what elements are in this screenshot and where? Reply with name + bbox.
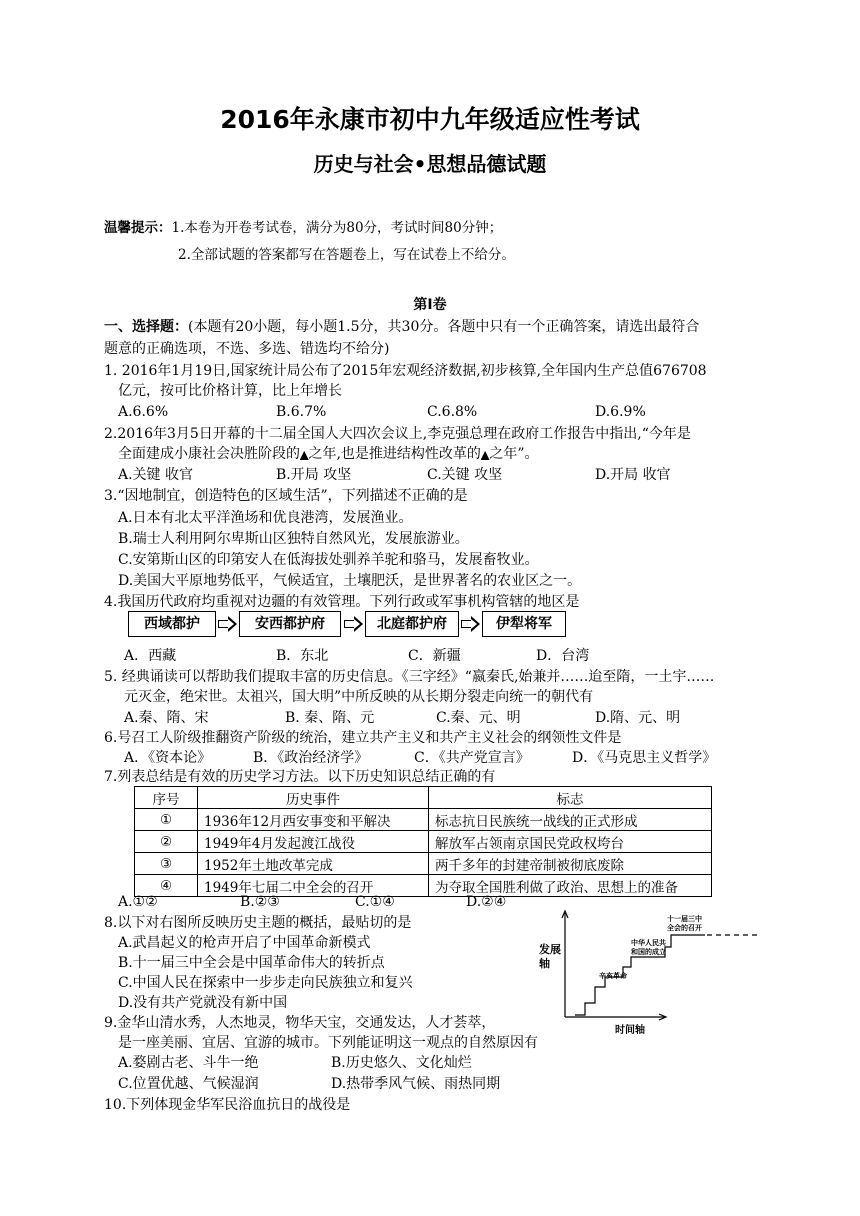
q1-option-c: C.6.8% xyxy=(427,404,478,420)
table-cell-event: 1949年七届二中全会的召开 xyxy=(198,875,429,897)
q2-stem-2b: 之年,也是推进结构性改革的 xyxy=(308,446,481,462)
q2-option-c: C.关键 攻坚 xyxy=(427,467,503,483)
q9-stem-1: 9.金华山清水秀，人杰地灵，物华天宝，交通发达，人才荟萃， xyxy=(104,1015,496,1031)
part1-instructions-1: (本题有20小题，每小题1.5分，共30分。各题中只有一个正确答案，请选出最符合 xyxy=(188,319,700,335)
q1-option-b: B.6.7% xyxy=(276,404,327,420)
flow-box-2: 安西都护府 xyxy=(239,611,341,637)
table-header-mark: 标志 xyxy=(429,787,712,809)
q2-blank-1: ▲ xyxy=(300,448,309,461)
q1-stem-1: 1. 2016年1月19日,国家统计局公布了2015年宏观经济数据,初步核算,全年国内生产总值676708 xyxy=(104,363,707,379)
q7-events-table xyxy=(134,786,712,897)
table-cell-event: 1949年4月发起渡江战役 xyxy=(198,831,429,853)
q4-stem: 4.我国历代政府均重视对边疆的有效管理。下列行政或军事机构管辖的地区是 xyxy=(104,594,580,610)
table-header-row xyxy=(135,787,712,809)
exam-title: 2016年永康市初中九年级适应性考试 xyxy=(220,105,640,134)
table-row xyxy=(135,875,712,897)
table-cell-mark: 解放军占领南京国民党政权垮台 xyxy=(429,831,712,853)
tips-block xyxy=(104,216,502,236)
figure-step3-label-2: 全会的召开 xyxy=(667,924,702,932)
q5-option-b: B. 秦、隋、元 xyxy=(285,710,375,726)
q9-option-a: A.婺剧古老、斗牛一绝 xyxy=(118,1055,259,1071)
q8-stem: 8.以下对右图所反映历史主题的概括，最贴切的是 xyxy=(104,915,412,931)
flow-box-3: 北庭都护府 xyxy=(365,611,459,637)
q2-option-d: D.开局 收官 xyxy=(595,467,671,483)
q6-stem: 6.号召工人阶级推翻资产阶级的统治，建立共产主义和共产主义社会的纲领性文件是 xyxy=(104,730,622,746)
tips-label: 温馨提示： xyxy=(104,220,172,236)
q2-blank-2: ▲ xyxy=(480,448,490,461)
q3-option-b: B.瑞士人利用阿尔卑斯山区独特自然风光，发展旅游业。 xyxy=(118,531,469,547)
table-header-number: 序号 xyxy=(135,787,198,809)
q5-option-d: D.隋、元、明 xyxy=(595,710,681,726)
table-cell-event: 1952年土地改革完成 xyxy=(198,853,429,875)
q6-option-a: A．《资本论》 xyxy=(124,750,212,766)
q8-option-d: D.没有共产党就没有新中国 xyxy=(118,995,288,1011)
table-row xyxy=(135,853,712,875)
q8-option-a: A.武昌起义的枪声开启了中国革命新模式 xyxy=(118,935,371,951)
q4-option-a: A．西藏 xyxy=(124,648,177,664)
q3-stem: 3.“因地制宜，创造特色的区域生活”，下列描述不正确的是 xyxy=(104,488,468,504)
part1-heading: 一、选择题： xyxy=(104,319,188,335)
q9-stem-2: 是一座美丽、宜居、宜游的城市。下列能证明这一观点的自然原因有 xyxy=(118,1035,538,1051)
q8-step-figure xyxy=(535,905,767,1035)
q8-option-b: B.十一届三中全会是中国革命伟大的转折点 xyxy=(118,955,385,971)
figure-step2-label-2: 和国的成立 xyxy=(631,948,666,956)
q2-stem-2a: 全面建成小康社会决胜阶段的 xyxy=(118,446,300,462)
flow-box-1: 西域都护 xyxy=(128,611,216,637)
table-cell-number: ④ xyxy=(135,875,198,897)
figure-step-line xyxy=(575,935,705,1015)
table-cell-mark: 两千多年的封建帝制被彻底废除 xyxy=(429,853,712,875)
figure-step1-label: 辛亥革命 xyxy=(599,972,627,980)
q2-stem-2 xyxy=(118,444,539,465)
q4-option-b: B．东北 xyxy=(276,648,329,664)
q4-option-d: D．台湾 xyxy=(536,648,590,664)
q5-stem-1: 5. 经典诵读可以帮助我们提取丰富的历史信息。《三字经》“嬴秦氏,始兼并……迨至隋，一土宇…… xyxy=(104,669,715,685)
q2-stem-2c: 之年”。 xyxy=(489,446,539,462)
flow-box-4: 伊犁将军 xyxy=(482,611,566,637)
part1-heading-line xyxy=(104,317,699,337)
q1-stem-2: 亿元，按可比价格计算，比上年增长 xyxy=(118,383,342,399)
table-header-event: 历史事件 xyxy=(198,787,429,809)
q2-option-a: A.关键 收官 xyxy=(118,467,194,483)
figure-step3-label-1: 十一届三中 xyxy=(667,915,702,923)
figure-ylabel-1: 发展 xyxy=(539,943,561,956)
figure-xlabel: 时间轴 xyxy=(615,1025,645,1035)
q1-option-a: A.6.6% xyxy=(118,404,169,420)
exam-subtitle: 历史与社会•思想品德试题 xyxy=(313,152,547,176)
q6-option-c: C．《共产党宣言》 xyxy=(414,750,530,766)
table-cell-number: ② xyxy=(135,831,198,853)
table-cell-number: ① xyxy=(135,809,198,831)
q8-option-c: C.中国人民在探索中一步步走向民族独立和复兴 xyxy=(118,975,413,991)
table-row xyxy=(135,809,712,831)
figure-ylabel-2: 轴 xyxy=(539,957,550,970)
q7-option-d: D.②④ xyxy=(466,894,507,910)
q7-option-b: B.②③ xyxy=(240,894,280,910)
q9-option-c: C.位置优越、气候湿润 xyxy=(118,1076,259,1092)
figure-step2-label-1: 中华人民共 xyxy=(631,939,666,947)
table-cell-event: 1936年12月西安事变和平解决 xyxy=(198,809,429,831)
q9-option-d: D.热带季风气候、雨热同期 xyxy=(331,1076,501,1092)
q2-option-b: B.开局 攻坚 xyxy=(276,467,352,483)
section-title: 第Ⅰ卷 xyxy=(413,297,447,313)
table-cell-mark: 为夺取全国胜利做了政治、思想上的准备 xyxy=(429,875,712,897)
q3-option-a: A.日本有北太平洋渔场和优良港湾，发展渔业。 xyxy=(118,510,413,526)
tips-line-2: 2.全部试题的答案都写在答题卷上，写在试卷上不给分。 xyxy=(178,247,515,263)
table-cell-number: ③ xyxy=(135,853,198,875)
q7-option-a: A.①② xyxy=(118,894,158,910)
q10-stem: 10.下列体现金华军民浴血抗日的战役是 xyxy=(104,1097,351,1113)
q3-option-d: D.美国大平原地势低平，气候适宜，土壤肥沃，是世界著名的农业区之一。 xyxy=(118,573,582,589)
q5-stem-2: 元灭金，绝宋世。太祖兴，国大明”中所反映的从长期分裂走向统一的朝代有 xyxy=(124,689,594,705)
q4-option-c: C．新疆 xyxy=(408,648,461,664)
tips-line-1: 1.本卷为开卷考试卷，满分为80分，考试时间80分钟； xyxy=(171,220,503,236)
q2-stem-1: 2.2016年3月5日开幕的十二届全国人大四次会议上,李克强总理在政府工作报告中指出,“今年是 xyxy=(104,426,691,442)
q3-option-c: C.安第斯山区的印第安人在低海拔处驯养羊驼和骆马，发展畜牧业。 xyxy=(118,552,539,568)
q5-option-c: C.秦、元、明 xyxy=(436,710,521,726)
q7-stem: 7.列表总结是有效的历史学习方法。以下历史知识总结正确的有 xyxy=(104,769,496,785)
q1-option-d: D.6.9% xyxy=(595,404,646,420)
q7-option-c: C.①④ xyxy=(355,894,395,910)
q6-option-b: B．《政治经济学》 xyxy=(253,750,369,766)
q6-option-d: D．《马克思主义哲学》 xyxy=(572,750,717,766)
part1-instructions-2: 题意的正确选项，不选、多选、错选均不给分) xyxy=(104,341,390,357)
q5-option-a: A.秦、隋、宋 xyxy=(124,710,209,726)
table-cell-mark: 标志抗日民族统一战线的正式形成 xyxy=(429,809,712,831)
table-row xyxy=(135,831,712,853)
q9-option-b: B.历史悠久、文化灿烂 xyxy=(331,1055,472,1071)
